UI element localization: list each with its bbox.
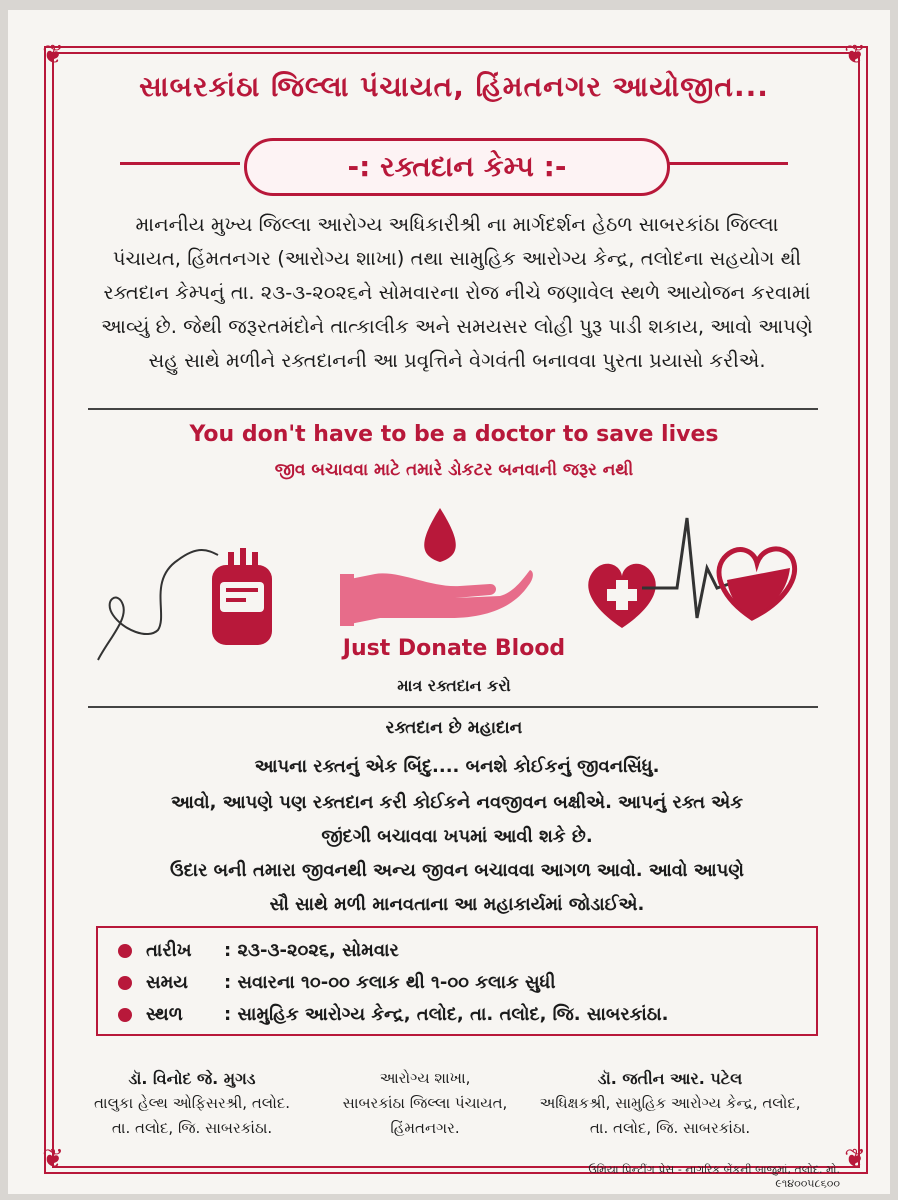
signatory-address: હિંમતનગર. (390, 1119, 460, 1137)
intro-line: સહુ સાથે મળીને રક્તદાનની આ પ્રવૃત્તિને વેગવંતી બનાવવા પુરતા પ્રયાસો કરીએ. (148, 349, 766, 372)
signatory-address: તા. તલોદ, જિ. સાબરકાંઠા. (111, 1119, 273, 1137)
intro-line: માનનીય મુખ્ય જિલ્લા આરોગ્ય અધિકારીશ્રી ના માર્ગદર્શન હેઠળ સાબરકાંઠા જિલ્લા (135, 213, 779, 236)
hearts-heartbeat-icon (582, 508, 802, 638)
place-value: : સામુહિક આરોગ્ય કેન્દ્ર, તલોદ, તા. તલોદ, જિ. સાબરકાંઠા. (224, 1004, 669, 1025)
divider (88, 408, 818, 410)
corner-ornament-icon: ❦ (844, 1144, 866, 1174)
signatory-designation: અધિક્ષકશ્રી, સામુહિક આરોગ્ય કેન્દ્ર, તલોદ, (539, 1094, 801, 1112)
signatory-designation: તાલુકા હેલ્થ ઓફિસરશ્રી, તલોદ. (93, 1094, 291, 1112)
camp-banner: -: રક્તદાન કેમ્પ :- (244, 138, 670, 196)
donate-heading: Just Donate Blood (342, 636, 566, 661)
hand-with-blood-drop-icon (340, 500, 540, 630)
place-row (118, 1004, 668, 1025)
message-title: રક્તદાન છે મહાદાન (385, 718, 523, 738)
signatory-name: આરોગ્ય શાખા, (379, 1069, 471, 1087)
printer-footer: ઉમિયા પ્રિન્ટીંગ પ્રેસ - નાગરિક બેંકની બાજુમાં, તલોદ. મો. ૯૧૪૦૦૫૮૬૦૦ (588, 1163, 840, 1190)
banner-right-line (668, 162, 788, 165)
bullet-icon (118, 976, 132, 990)
signatory-center (310, 1066, 540, 1141)
tagline-gujarati: જીવ બચાવવા માટે તમારે ડોકટર બનવાની જરૂર નથી (274, 460, 634, 480)
message-line: આવો, આપણે પણ રક્તદાન કરી કોઈકને નવજીવન બક્ષીએ. આપનું રક્ત એક (171, 792, 743, 813)
date-label: તારીખ (146, 940, 192, 961)
corner-ornament-icon: ❦ (42, 1144, 64, 1174)
message-line: જીંદગી બચાવવા ખપમાં આવી શકે છે. (321, 826, 593, 847)
message-line: સૌ સાથે મળી માનવતાના આ મહાકાર્યમાં જોડાઈએ. (269, 894, 645, 915)
place-label: સ્થળ (146, 1004, 183, 1025)
signatory-name: ડૉ. વિનોદ જે. મુગડ (128, 1069, 256, 1088)
bullet-icon (118, 1008, 132, 1022)
time-label: સમય (146, 972, 189, 993)
tagline-english: You don't have to be a doctor to save lives (189, 422, 719, 447)
divider (88, 706, 818, 708)
intro-line: આવ્યું છે. જેથી જરૂરતમંદોને તાત્કાલીક અને સમયસર લોહી પુરૂ પાડી શકાય, આવો આપણે (101, 315, 813, 338)
date-value: : ૨૩-૩-૨૦૨૬, સોમવાર (224, 940, 399, 961)
intro-line: પંચાયત, હિંમતનગર (આરોગ્ય શાખા) તથા સામુહિક આરોગ્ય કેન્દ્ર, તલોદના સહયોગ થી (112, 247, 802, 270)
signatory-right (520, 1066, 820, 1141)
donate-subheading: માત્ર રક્તદાન કરો (397, 676, 511, 695)
signatory-left (62, 1066, 322, 1141)
banner-left-line (120, 162, 240, 165)
signatory-address: તા. તલોદ, જિ. સાબરકાંઠા. (589, 1119, 751, 1137)
bullet-icon (118, 944, 132, 958)
time-value: : સવારના ૧૦-૦૦ કલાક થી ૧-૦૦ કલાક સુધી (224, 972, 556, 993)
message-line: આપના રક્તનું એક બિંદુ.... બનશે કોઈકનું જીવનસિંધુ. (254, 756, 660, 777)
message-line: ઉદાર બની તમારા જીવનથી અન્ય જીવન બચાવવા આગળ આવો. આવો આપણે (170, 860, 744, 881)
intro-paragraph (92, 208, 822, 378)
date-row (118, 940, 399, 961)
organizer-title: સાબરકાંઠા જિલ્લા પંચાયત, હિંમતનગર આયોજીત... (139, 70, 769, 103)
corner-ornament-icon: ❦ (844, 40, 866, 70)
corner-ornament-icon: ❦ (42, 40, 64, 70)
signatory-name: ડૉ. જતીન આર. પટેલ (597, 1069, 743, 1088)
time-row (118, 972, 556, 993)
event-details-box (96, 926, 818, 1036)
signatory-designation: સાબરકાંઠા જિલ્લા પંચાયત, (342, 1094, 508, 1112)
intro-line: રક્તદાન કેમ્પનું તા. ૨૩-૩-૨૦૨૬ને સોમવારના રોજ નીચે જણાવેલ સ્થળે આયોજન કરવામાં (103, 281, 811, 304)
